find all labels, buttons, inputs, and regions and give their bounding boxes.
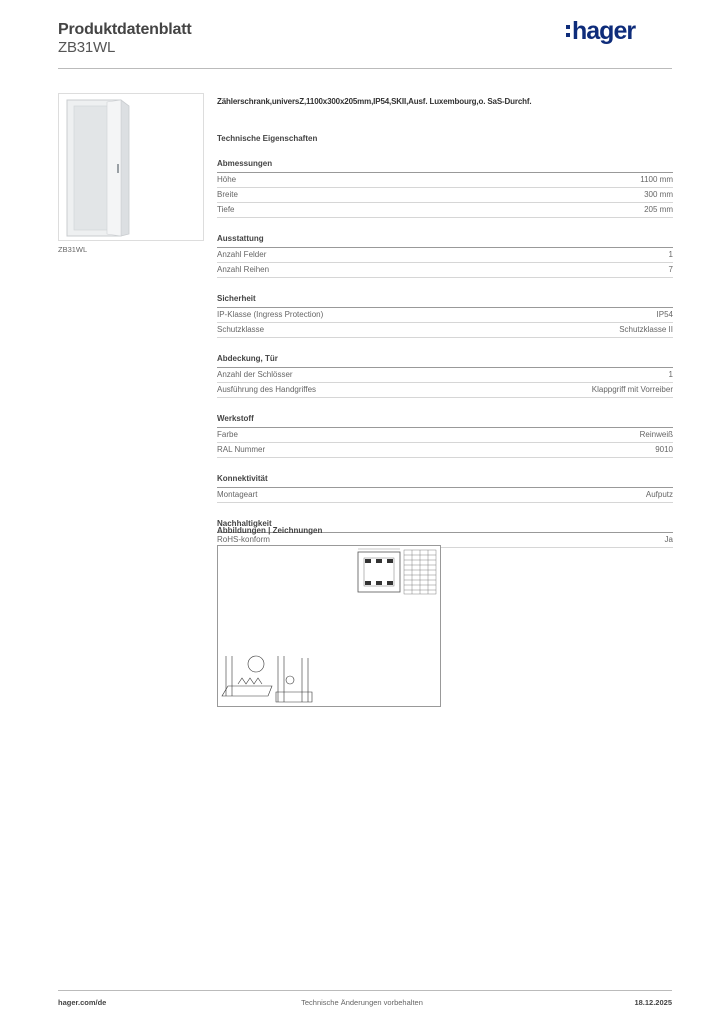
property-row — [217, 188, 673, 203]
group-title: Abdeckung, Tür — [217, 354, 673, 368]
group-title: Abmessungen — [217, 159, 673, 173]
property-row — [217, 383, 673, 398]
property-row — [217, 443, 673, 458]
page-title: Produktdatenblatt — [58, 21, 192, 38]
property-value: 205 mm — [644, 205, 673, 214]
hager-logo — [566, 16, 658, 46]
property-value: 1100 mm — [640, 175, 673, 184]
property-row — [217, 323, 673, 338]
property-label: RAL Nummer — [217, 445, 266, 454]
property-row — [217, 368, 673, 383]
product-code: ZB31WL — [58, 39, 116, 56]
property-value: Reinweiß — [639, 430, 673, 439]
property-row — [217, 248, 673, 263]
group-title: Werkstoff — [217, 414, 673, 428]
property-label: Farbe — [217, 430, 238, 439]
property-value: 9010 — [655, 445, 673, 454]
property-row — [217, 263, 673, 278]
group-werkstoff — [217, 414, 673, 458]
product-image — [58, 93, 204, 241]
group-sicherheit — [217, 294, 673, 338]
property-row — [217, 203, 673, 218]
technical-drawing — [358, 549, 400, 592]
drawings-panel — [217, 545, 441, 707]
property-label: Höhe — [217, 175, 237, 184]
drawings-heading: Abbildungen | Zeichnungen — [217, 526, 323, 535]
properties-heading: Technische Eigenschaften — [217, 134, 318, 143]
property-label: Montageart — [217, 490, 258, 499]
svg-text:hager: hager — [572, 17, 636, 45]
property-label: RoHS-konform — [217, 535, 270, 544]
property-value: 7 — [668, 265, 673, 274]
property-label: IP-Klasse (Ingress Protection) — [217, 310, 324, 319]
property-value: 1 — [668, 370, 673, 379]
property-value: Schutzklasse II — [619, 325, 673, 334]
property-value: Klappgriff mit Vorreiber — [591, 385, 673, 394]
product-data — [217, 97, 673, 548]
property-value: IP54 — [656, 310, 673, 319]
product-image-caption: ZB31WL — [58, 245, 88, 254]
property-value: Ja — [664, 535, 673, 544]
property-row — [217, 308, 673, 323]
footer-website-link[interactable]: hager.com/de — [58, 998, 107, 1007]
property-row — [217, 173, 673, 188]
property-label: Anzahl der Schlösser — [217, 370, 293, 379]
property-label: Anzahl Felder — [217, 250, 267, 259]
group-konnektivitaet — [217, 474, 673, 503]
group-abmessungen — [217, 159, 673, 218]
footer-notice: Technische Änderungen vorbehalten — [301, 998, 423, 1007]
group-title: Ausstattung — [217, 234, 673, 248]
property-value: 300 mm — [644, 190, 673, 199]
group-title: Nachhaltigkeit — [217, 519, 673, 533]
dimension-table — [404, 550, 436, 594]
footer-divider — [58, 990, 672, 991]
product-description: Zählerschrank,universZ,1100x300x205mm,IP54,SKII,Ausf. Luxembourg,o. SaS-Durchf. — [217, 97, 532, 106]
installation-sketch — [222, 656, 312, 702]
property-value: Aufputz — [645, 490, 673, 499]
property-label: Tiefe — [217, 205, 235, 214]
property-label: Breite — [217, 190, 238, 199]
property-label: Ausführung des Handgriffes — [217, 385, 317, 394]
group-ausstattung — [217, 234, 673, 278]
property-label: Anzahl Reihen — [217, 265, 270, 274]
property-value: 1 — [668, 250, 673, 259]
group-title: Konnektivität — [217, 474, 673, 488]
property-label: Schutzklasse — [217, 325, 265, 334]
header-divider — [58, 68, 672, 69]
footer-date: 18.12.2025 — [634, 998, 672, 1007]
group-title: Sicherheit — [217, 294, 673, 308]
property-row — [217, 488, 673, 503]
property-row — [217, 428, 673, 443]
group-abdeckung-tuer — [217, 354, 673, 398]
